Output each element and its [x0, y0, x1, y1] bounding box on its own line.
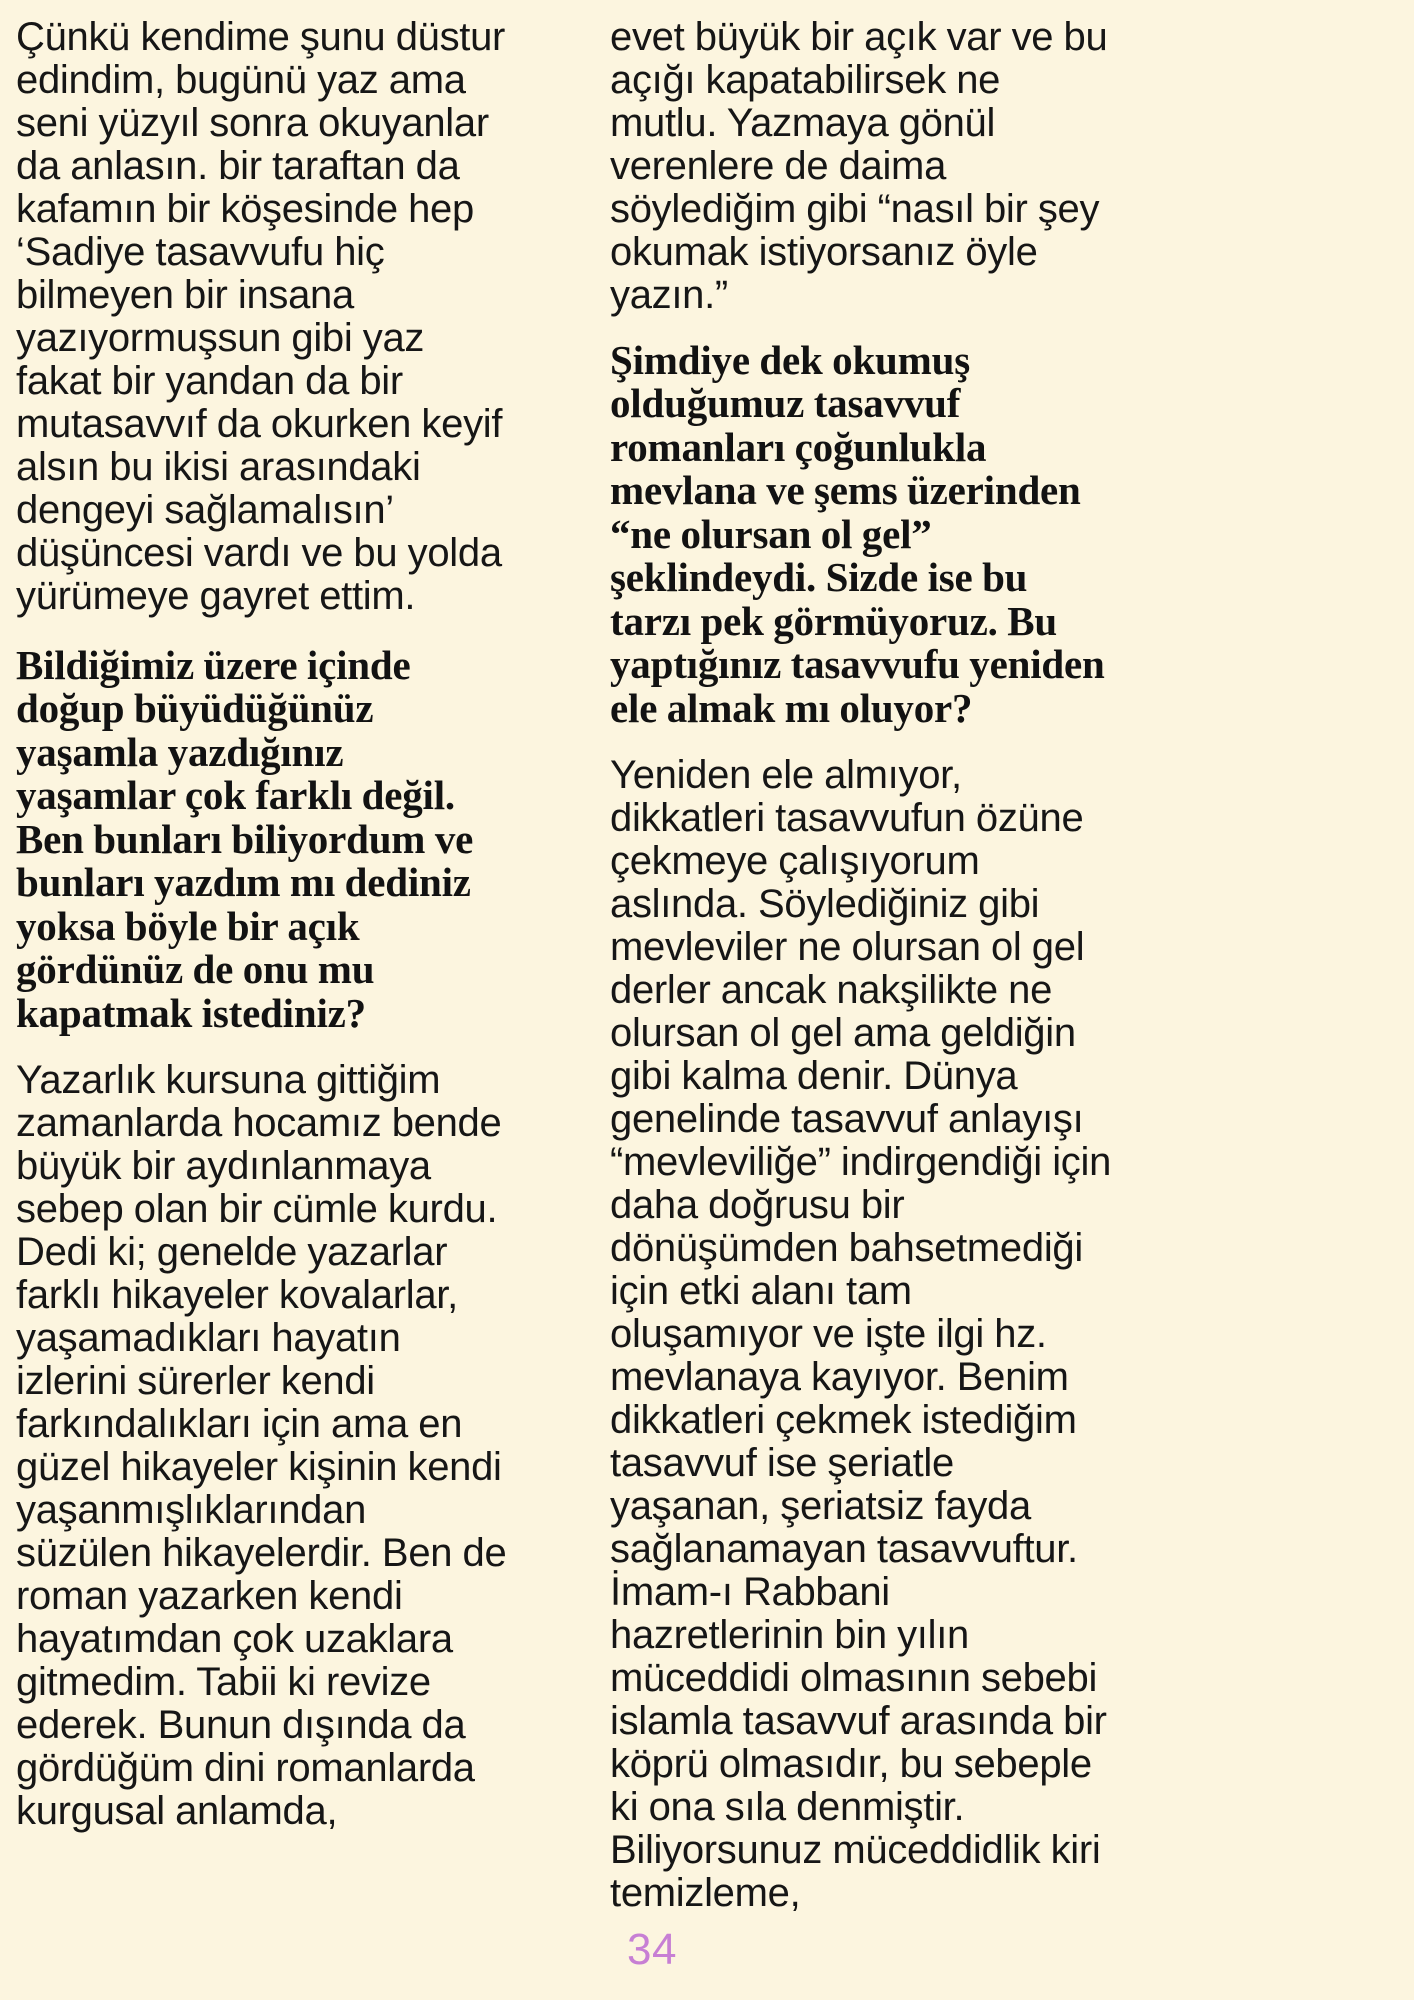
answer-paragraph: evet büyük bir açık var ve bu açığı kapatabilirsek ne mutlu. Yazmaya gönül verenlere de daima söylediğim gibi “nasıl bir şey okumak istiyorsanız öyle yazın.”	[610, 15, 1108, 317]
page-number: 34	[627, 1925, 677, 1974]
answer-paragraph: Çünkü kendime şunu düstur edindim, bugünü yaz ama seni yüzyıl sonra okuyanlar da anlasın. bir taraftan da kafamın bir köşesinde hep ‘Sadiye tasavvufu hiç bilmeyen bir insana yazıyormuşsun gibi yaz fakat bir yandan da bir mutasavvıf da okurken keyif alsın bu ikisi arasındaki dengeyi sağlamalısın’ düşüncesi vardı ve bu yolda yürümeye gayret ettim.	[16, 15, 506, 618]
left-column	[0, 0, 600, 1960]
answer-paragraph: Yeniden ele almıyor, dikkatleri tasavvufun özüne çekmeye çalışıyorum aslında. Söylediğiniz gibi mevleviler ne olursan ol gel derler ancak nakşilikte ne olursan ol gel ama geldiğin gibi kalma denir. Dünya genelinde tasavvuf anlayışı “mevleviliğe” indirgendiği için daha doğrusu bir dönüşümden bahsetmediği için etki alanı tam oluşamıyor ve işte ilgi hz. mevlanaya kayıyor. Benim dikkatleri çekmek istediğim tasavvuf ise şeriatle yaşanan, şeriatsiz fayda sağlanamayan tasavvuftur. İmam-ı Rabbani hazretlerinin bin yılın müceddidi olmasının sebebi islamla tasavvuf arasında bir köprü olmasıdır, bu sebeple ki ona sıla denmiştir. Biliyorsunuz müceddidlik kiri temizleme,	[610, 753, 1112, 1916]
question-paragraph: Şimdiye dek okumuş olduğumuz tasavvuf romanları çoğunlukla mevlana ve şems üzerinden “ne olursan ol gel” şeklindeydi. Sizde ise bu tarzı pek görmüyoruz. Bu yaptığınız tasavvufu yeniden ele almak mı oluyor?	[610, 337, 1105, 731]
question-paragraph: Bildiğimiz üzere içinde doğup büyüdüğünüz yaşamla yazdığınız yaşamlar çok farklı değil. Ben bunları biliyordum ve bunları yazdım mı dediniz yoksa böyle bir açık gördünüz de onu mu kapatmak istediniz?	[16, 642, 474, 1036]
answer-paragraph: Yazarlık kursuna gittiğim zamanlarda hocamız bende büyük bir aydınlanmaya sebep olan bir cümle kurdu. Dedi ki; genelde yazarlar farklı hikayeler kovalarlar, yaşamadıkları hayatın izlerini sürerler kendi farkındalıkları için ama en güzel hikayeler kişinin kendi yaşanmışlıklarından süzülen hikayelerdir. Ben de roman yazarken kendi hayatımdan çok uzaklara gitmedim. Tabii ki revize ederek. Bunun dışında da gördüğüm dini romanlarda kurgusal anlamda,	[16, 1058, 507, 1834]
right-column	[600, 0, 1414, 1960]
